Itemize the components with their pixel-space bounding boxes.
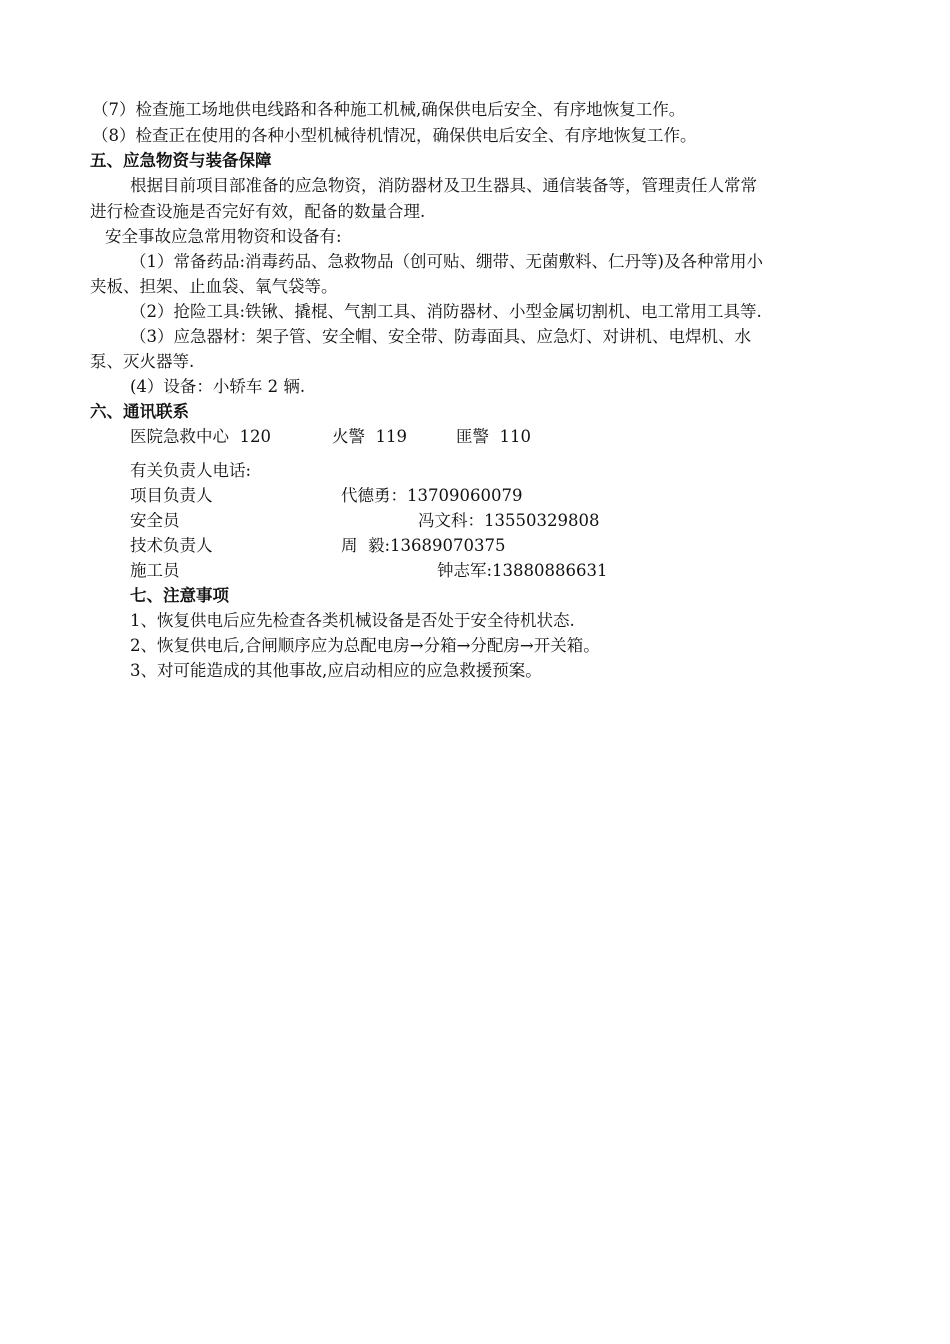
emergency-police bbox=[456, 425, 531, 449]
emergency-label: 匪警 bbox=[456, 427, 489, 446]
note-item: 3、对可能造成的其他事故,应启动相应的应急救援预案。 bbox=[130, 661, 542, 680]
supplies-item1-line1: （1）常备药品:消毒药品、急救物品（创可贴、绷带、无菌敷料、仁丹等)及各种常用小 bbox=[130, 252, 763, 271]
paragraph-item-8: （8）检查正在使用的各种小型机械待机情况，确保供电后安全、有序地恢复工作。 bbox=[92, 126, 697, 145]
emergency-fire bbox=[332, 425, 407, 449]
contact-role: 施工员 bbox=[130, 561, 180, 580]
note-item: 2、恢复供电后,合闸顺序应为总配电房→分箱→分配房→开关箱。 bbox=[130, 636, 600, 655]
contact-role: 技术负责人 bbox=[130, 536, 213, 555]
contact-info: 冯文科：13550329808 bbox=[418, 511, 600, 530]
supplies-item4: (4）设备：小轿车 2 辆. bbox=[130, 377, 306, 396]
section-heading-notes: 七、注意事项 bbox=[130, 586, 229, 605]
supplies-paragraph-line1: 根据目前项目部准备的应急物资，消防器材及卫生器具、通信装备等，管理责任人常常 bbox=[130, 176, 757, 195]
supplies-paragraph-line2: 进行检查设施是否完好有效，配备的数量合理. bbox=[90, 202, 426, 221]
contact-role: 项目负责人 bbox=[130, 486, 213, 505]
contact-role: 安全员 bbox=[130, 511, 180, 530]
section-heading-supplies: 五、应急物资与装备保障 bbox=[90, 151, 272, 170]
contact-info: 钟志军:13880886631 bbox=[437, 561, 608, 580]
section-heading-contacts: 六、通讯联系 bbox=[90, 402, 189, 421]
emergency-hospital bbox=[130, 425, 271, 449]
supplies-item2: （2）抢险工具:铁锹、撬棍、气割工具、消防器材、小型金属切割机、电工常用工具等. bbox=[130, 302, 762, 321]
note-item: 1、恢复供电后应先检查各类机械设备是否处于安全待机状态. bbox=[130, 611, 575, 630]
emergency-number: 120 bbox=[239, 427, 271, 446]
supplies-item1-line2: 夹板、担架、止血袋、氧气袋等。 bbox=[90, 277, 338, 296]
supplies-item3-line1: （3）应急器材：架子管、安全帽、安全带、防毒面具、应急灯、对讲机、电焊机、水 bbox=[130, 327, 751, 346]
emergency-label: 医院急救中心 bbox=[130, 427, 229, 446]
emergency-number: 119 bbox=[375, 427, 407, 446]
contact-info: 周 毅:13689070375 bbox=[341, 536, 506, 555]
contact-info: 代德勇：13709060079 bbox=[341, 486, 523, 505]
emergency-number: 110 bbox=[499, 427, 531, 446]
paragraph-item-7: （7）检查施工场地供电线路和各种施工机械,确保供电后安全、有序地恢复工作。 bbox=[92, 100, 686, 119]
emergency-label: 火警 bbox=[332, 427, 365, 446]
contacts-title: 有关负责人电话: bbox=[130, 461, 252, 480]
supplies-intro: 安全事故应急常用物资和设备有: bbox=[105, 227, 342, 246]
supplies-item3-line2: 泵、灭火器等. bbox=[90, 352, 195, 371]
